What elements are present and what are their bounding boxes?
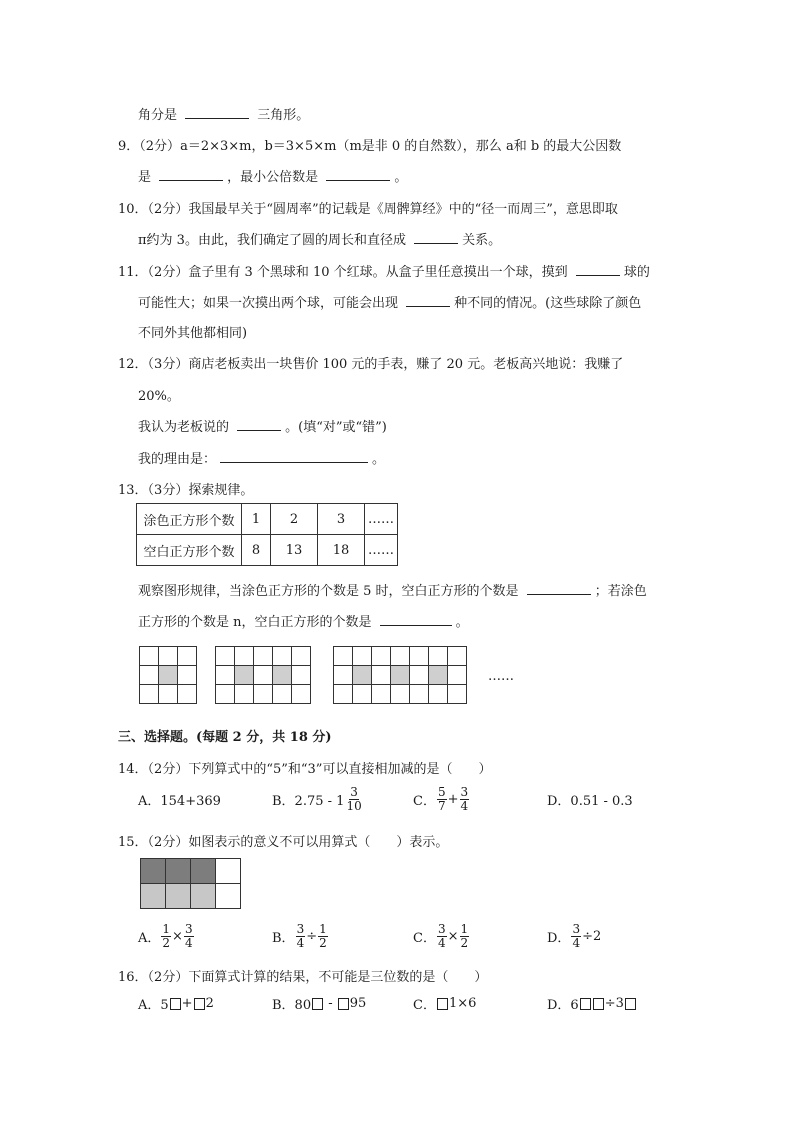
q9-lcm-blank[interactable] xyxy=(326,166,390,181)
q11-number: 11． xyxy=(118,265,148,280)
table-cell: 3 xyxy=(318,504,365,535)
option-label: C． xyxy=(413,998,436,1013)
fraction-numerator: 3 xyxy=(350,784,358,799)
q16-score: （2分） xyxy=(147,970,189,985)
fraction xyxy=(184,923,194,949)
q13-text-b2: 。 xyxy=(455,615,469,630)
blank-box-icon xyxy=(437,998,448,1010)
q12-text-c: 我认为老板说的 xyxy=(138,420,230,435)
fraction xyxy=(437,923,447,949)
table-cell: 1 xyxy=(242,504,271,535)
fraction-numerator: 5 xyxy=(437,784,446,799)
q11-text-b: 可能性大；如果一次摸出两个球，可能会出现 xyxy=(138,296,399,311)
q8-text-end: 三角形。 xyxy=(257,108,310,123)
option-label: B．80 xyxy=(272,998,312,1013)
q9-number: 9． xyxy=(118,139,140,154)
pattern-figure-1 xyxy=(139,646,197,704)
q10-line1 xyxy=(118,198,618,217)
q10-line2 xyxy=(138,229,501,248)
fraction-denominator: 2 xyxy=(460,935,469,950)
q16-line xyxy=(118,966,487,985)
q12-score: （3分） xyxy=(147,357,189,372)
q9-line2 xyxy=(138,166,407,185)
q8-text: 角分是 xyxy=(138,108,178,123)
fraction-denominator: 4 xyxy=(296,935,305,950)
fraction-numerator: 1 xyxy=(319,921,327,936)
q9-line1 xyxy=(118,135,621,154)
q15-option-d[interactable] xyxy=(547,919,601,953)
q13-blank-n[interactable] xyxy=(380,611,452,626)
q8-answer-blank[interactable] xyxy=(185,104,249,119)
table-cell-header: 涂色正方形个数 xyxy=(137,504,242,535)
q12-line4 xyxy=(138,448,385,467)
q10-answer-blank[interactable] xyxy=(414,229,458,244)
table-cell: 2 xyxy=(271,504,318,535)
q12-text-c2: 。(填“对”或“错”) xyxy=(285,420,387,435)
operator: × xyxy=(447,928,459,944)
q13-rule-table xyxy=(136,503,398,566)
q15-line xyxy=(118,831,448,850)
operator: + xyxy=(181,996,193,1011)
fraction-numerator: 3 xyxy=(184,921,193,936)
q12-reason-blank[interactable] xyxy=(220,448,368,463)
table-cell: …… xyxy=(365,504,398,535)
fraction-denominator: 7 xyxy=(437,798,446,813)
blank-box-icon xyxy=(338,998,349,1010)
fraction-numerator: 3 xyxy=(296,921,305,936)
blank-box-icon xyxy=(593,998,604,1010)
q16-text: 下面算式计算的结果，不可能是三位数的是（ ） xyxy=(188,970,488,985)
q11-cases-blank[interactable] xyxy=(406,292,450,307)
option-label: C． xyxy=(413,793,436,809)
fraction xyxy=(318,923,328,949)
fraction xyxy=(296,923,306,949)
q11-text: 盒子里有 3 个黑球和 10 个红球。从盒子里任意摸出一个球，摸到 xyxy=(188,265,568,280)
q10-text: 我国最早关于“圆周率”的记载是《周髀算经》中的“径一而周三”，意思即取 xyxy=(188,202,618,217)
q9-text-c: ，最小公倍数是 xyxy=(227,170,319,185)
q11-line3 xyxy=(138,322,247,341)
pattern-figure-3 xyxy=(333,646,467,704)
fraction-denominator: 2 xyxy=(319,935,327,950)
blank-box-icon xyxy=(194,998,205,1010)
q11-text-a2: 球的 xyxy=(623,265,650,280)
q13-line2 xyxy=(138,580,647,599)
q13-line1 xyxy=(118,479,253,498)
q11-text-c: 不同外其他都相同) xyxy=(138,326,248,341)
q9-text-b: 是 xyxy=(138,170,152,185)
operator: + xyxy=(447,791,459,807)
fraction-denominator: 4 xyxy=(572,935,581,950)
q15-number: 15． xyxy=(118,835,148,850)
option-label: B．2.75 - 1 xyxy=(272,793,345,809)
q9-gcd-blank[interactable] xyxy=(159,166,223,181)
operator: ÷ xyxy=(306,928,318,944)
q11-text-b2: 种不同的情况。(这些球除了颜色 xyxy=(454,296,642,311)
q12-text-b: 20%。 xyxy=(138,389,180,404)
q14-text: 下列算式中的“5”和“3”可以直接相加减的是（ ） xyxy=(188,762,492,777)
q16-option-b[interactable] xyxy=(272,994,366,1013)
q9-score: （2分） xyxy=(139,139,181,154)
q14-line xyxy=(118,758,491,777)
operator: ÷3 xyxy=(604,996,624,1011)
option-label: D．6 xyxy=(547,998,579,1013)
q15-score: （2分） xyxy=(147,835,189,850)
q14-option-d[interactable] xyxy=(547,782,633,816)
q9-text: a＝2×3×m，b＝3×5×m（m是非 0 的自然数），那么 a和 b 的最大公因数 xyxy=(180,139,622,154)
q16-option-a[interactable] xyxy=(138,994,214,1013)
fraction-numerator: 1 xyxy=(460,921,469,936)
table-cell-header: 空白正方形个数 xyxy=(137,535,242,566)
q15-option-c[interactable] xyxy=(413,919,470,953)
q14-option-c[interactable] xyxy=(413,782,470,816)
fraction xyxy=(345,786,362,812)
operator: ÷2 xyxy=(582,928,602,944)
blank-box-icon xyxy=(170,998,181,1010)
q13-line3 xyxy=(138,611,469,630)
q13-title: 探索规律。 xyxy=(188,483,254,498)
blank-box-icon xyxy=(312,998,323,1010)
table-cell: …… xyxy=(365,535,398,566)
q11-line2 xyxy=(138,292,641,311)
q12-number: 12． xyxy=(118,357,148,372)
fraction xyxy=(460,786,470,812)
fraction-denominator: 4 xyxy=(184,935,193,950)
q12-text-d2: 。 xyxy=(372,452,386,467)
q15-option-a[interactable] xyxy=(138,919,195,953)
q16-number: 16． xyxy=(118,970,148,985)
q15-option-b[interactable] xyxy=(272,919,329,953)
q16-option-c[interactable] xyxy=(413,994,476,1013)
q10-number: 10． xyxy=(118,202,148,217)
q8-line xyxy=(138,104,309,123)
option-label: D． xyxy=(547,930,571,946)
q12-line3 xyxy=(138,416,387,435)
table-cell: 18 xyxy=(318,535,365,566)
option-label: A． xyxy=(138,930,161,946)
q10-score: （2分） xyxy=(147,202,189,217)
q14-score: （2分） xyxy=(147,762,189,777)
fraction-numerator: 3 xyxy=(437,921,446,936)
q12-line1 xyxy=(118,353,623,372)
q13-text-a2: ；若涂色 xyxy=(594,584,647,599)
fraction xyxy=(437,786,447,812)
pattern-figure-2 xyxy=(215,646,311,704)
option-label: B． xyxy=(272,930,295,946)
q13-text-a: 观察图形规律，当涂色正方形的个数是 5 时，空白正方形的个数是 xyxy=(138,584,519,599)
q14-option-a[interactable] xyxy=(138,782,221,816)
q11-ball-blank[interactable] xyxy=(576,261,620,276)
q15-figure xyxy=(140,858,241,909)
option-text: 2 xyxy=(205,996,214,1011)
q12-judge-blank[interactable] xyxy=(237,416,281,431)
fraction-numerator: 3 xyxy=(572,921,581,936)
option-label: C． xyxy=(413,930,436,946)
pattern-ellipsis: …… xyxy=(488,669,514,684)
q13-score: （3分） xyxy=(147,483,189,498)
option-label: A．5 xyxy=(138,998,169,1013)
fraction-denominator: 10 xyxy=(346,798,362,813)
q15-text: 如图表示的意义不可以用算式（ ）表示。 xyxy=(188,835,449,850)
q13-text-b: 正方形的个数是 n，空白正方形的个数是 xyxy=(138,615,372,630)
operator: × xyxy=(172,928,183,944)
table-cell: 8 xyxy=(242,535,271,566)
fraction-denominator: 4 xyxy=(437,935,446,950)
fraction xyxy=(161,923,171,949)
fraction-numerator: 1 xyxy=(162,921,171,936)
fraction-numerator: 3 xyxy=(460,784,469,799)
q12-line2 xyxy=(138,385,180,404)
table-row xyxy=(137,535,398,566)
blank-box-icon xyxy=(580,998,591,1010)
option-text: 95 xyxy=(349,996,367,1011)
fraction-denominator: 2 xyxy=(162,935,171,950)
option-label: D．0.51 - 0.3 xyxy=(547,793,633,809)
q13-blank-5[interactable] xyxy=(527,580,591,595)
q10-text-c: 关系。 xyxy=(462,233,502,248)
fraction xyxy=(571,923,581,949)
fraction xyxy=(460,923,470,949)
fraction-denominator: 4 xyxy=(460,798,469,813)
operator: - xyxy=(324,996,337,1011)
section-title: 三、选择题。(每题 2 分，共 18 分) xyxy=(118,730,332,745)
q9-text-d: 。 xyxy=(394,170,408,185)
table-cell: 13 xyxy=(271,535,318,566)
option-text: 1×6 xyxy=(448,996,477,1011)
q12-text-d: 我的理由是： xyxy=(138,452,217,467)
option-label: A．154+369 xyxy=(138,793,221,809)
q12-text: 商店老板卖出一块售价 100 元的手表，赚了 20 元。老板高兴地说：我赚了 xyxy=(188,357,624,372)
q11-line1 xyxy=(118,261,650,280)
table-row xyxy=(137,504,398,535)
q10-text-b: π约为 3。由此，我们确定了圆的周长和直径成 xyxy=(138,233,406,248)
q13-number: 13． xyxy=(118,483,148,498)
q14-option-b[interactable] xyxy=(272,782,364,816)
blank-box-icon xyxy=(625,998,636,1010)
q16-option-d[interactable] xyxy=(547,994,637,1013)
q14-number: 14． xyxy=(118,762,148,777)
q11-score: （2分） xyxy=(147,265,189,280)
